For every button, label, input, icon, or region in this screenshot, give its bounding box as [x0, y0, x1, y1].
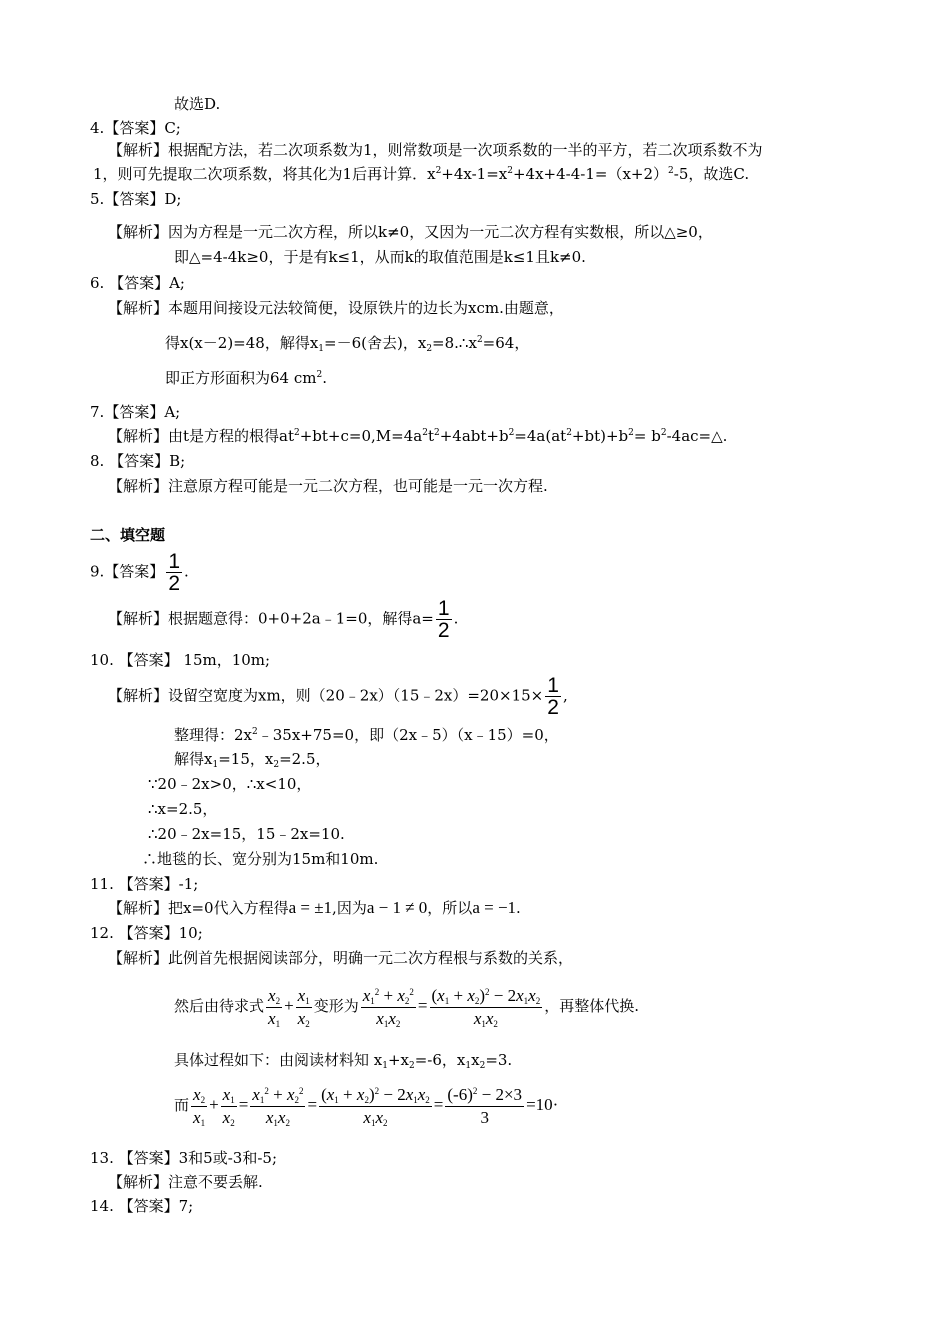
q10-step-condition: ∵20﹣2x>0，∴x<10，: [148, 775, 312, 793]
q6-number: 6.: [90, 274, 105, 292]
q12-known-values: 具体过程如下：由阅读材料知 $x_1+x_2=-6$，$x_1x_2=3$.: [174, 1051, 513, 1071]
section-title: 二、填空题: [90, 526, 166, 544]
q4-number: 4.: [90, 119, 105, 137]
q7-number: 7.: [90, 403, 105, 421]
q6-explanation-line1: 【解析】本题用间接设元法较简便，设原铁片的边长为xcm.由题意，: [108, 299, 564, 317]
q9-answer-label: 9.【答案】: [90, 562, 165, 581]
q7-answer: 【答案】A;: [104, 403, 181, 421]
q12-result: 10: [535, 1095, 553, 1114]
q13-answer: 【答案】3和5或-3和-5;: [118, 1149, 278, 1167]
q14-answer-line: [90, 1196, 193, 1216]
q8-answer: 【答案】B;: [109, 452, 186, 470]
q13-answer-line: [90, 1148, 277, 1168]
q10-step-x: ∴x=2.5，: [148, 800, 218, 818]
q4-explanation-line1: 【解析】根据配方法，若二次项系数为1，则常数项是一次项系数的一半的平方，若二次项系数不为: [108, 141, 763, 159]
q10-step-solve: 解得$x_1=15$，$x_2=2.5$，: [174, 750, 331, 770]
q11-answer: 【答案】-1;: [118, 875, 199, 893]
q7-explanation: 【解析】由t是方程的根得$at^2+bt+c=0,M=4a^2t^2+4abt+b^2=4a(at^2+bt)+b^2=$ $b^2-4ac=\triangle$.: [108, 427, 728, 445]
q9-answer-line: 9.【答案】 $\frac{1}{2}$ .: [90, 550, 189, 595]
q5-number: 5.: [90, 190, 105, 208]
q11-explanation: 【解析】把x=0代入方程得a = ±1,因为a − 1 ≠ 0，所以a = −1.: [108, 898, 521, 917]
q9-answer-fraction: $\frac{1}{2}$: [168, 550, 180, 595]
q12-explanation-line1: 【解析】此例首先根据阅读部分，明确一元二次方程根与系数的关系，: [108, 949, 574, 967]
q12-answer: 【答案】10;: [118, 924, 203, 942]
q4-answer: 【答案】C;: [104, 119, 181, 137]
q11-answer-line: [90, 874, 198, 894]
q5-answer-line: [90, 189, 181, 209]
q10-number: 10.: [90, 651, 114, 669]
q5-explanation-line1: 【解析】因为方程是一元二次方程，所以k≠0，又因为一元二次方程有实数根，所以△≥0，: [108, 223, 713, 241]
q13-number: 13.: [90, 1149, 114, 1167]
q13-explanation: 【解析】注意不要丢解.: [108, 1173, 263, 1191]
q14-answer: 【答案】7;: [118, 1197, 194, 1215]
q10-step-dimensions: ∴20﹣2x=15，15﹣2x=10.: [148, 825, 345, 843]
q10-answer-line: [90, 650, 270, 670]
q12-answer-line: [90, 923, 203, 943]
q11-number: 11.: [90, 875, 114, 893]
q7-answer-line: [90, 402, 180, 422]
q10-answer: 【答案】 15m，10m;: [118, 651, 271, 669]
q5-explanation-line2: 即△=4-4k≥0，于是有k≤1，从而k的取值范围是k≤1且k≠0.: [174, 248, 586, 266]
q6-explanation-line3: 即正方形面积为64 $cm^2$.: [165, 369, 327, 387]
q6-answer-line: [90, 273, 185, 293]
q6-explanation-line2: 得x(x－2)=48，解得$x_1=-6$(舍去)，$x_2=8.\therefore x^2=64$，: [165, 334, 530, 354]
q12-transform-line: 然后由待求式 $\frac{x_2}{x_1}$ + $\frac{x_1}{x_2}$ 变形为 $\frac{x_1^2 + x_2^2}{x_1x_2}$ = $\frac{(x_1 + x_2)^2 - 2x_1x_2}{x_1x_2}$ ，再整体代换.: [174, 985, 639, 1029]
q10-fraction: $\frac{1}{2}$: [547, 674, 559, 719]
q10-conclusion: ∴地毯的长、宽分别为15m和10m.: [142, 850, 379, 868]
q9-explanation-fraction: $\frac{1}{2}$: [437, 597, 450, 642]
q5-answer: 【答案】D;: [104, 190, 182, 208]
q4-explanation-line2: 1，则可先提取二次项系数，将其化为1后再计算．$x^2+4x-1=x^2+4x+4-4-1=(x+2)^2-5$，故选C.: [93, 165, 750, 183]
q8-answer-line: [90, 451, 185, 471]
q12-computation-line: 而 $\frac{x_2}{x_1}$ + $\frac{x_1}{x_2}$ = $\frac{x_1^2 + x_2^2}{x_1x_2}$ = $\frac{(x_1 + x_2)^2 - 2x_1x_2}{x_1x_2}$ = $\frac{(-6)^2 - 2\times 3}{3}$ =10·: [174, 1084, 559, 1128]
q12-number: 12.: [90, 924, 114, 942]
q6-answer: 【答案】A;: [109, 274, 185, 292]
q10-explanation: 【解析】设留空宽度为xm，则（20﹣2x）（15﹣2x）=20×15× $\frac{1}{2}$ ,: [108, 674, 568, 719]
q9-explanation: 【解析】根据题意得：0+0+2a﹣1=0，解得a= $\frac{1}{2}$ .: [108, 597, 459, 642]
q10-step-simplify: 整理得：$2x^2﹣35x+75=0$，即（2x﹣5）（x﹣15）=0，: [174, 726, 559, 744]
q14-number: 14.: [90, 1197, 114, 1215]
q3-conclusion: 故选D.: [174, 95, 221, 113]
q8-number: 8.: [90, 452, 105, 470]
q8-explanation: 【解析】注意原方程可能是一元二次方程，也可能是一元一次方程.: [108, 477, 548, 495]
q4-answer-line: [90, 118, 181, 138]
